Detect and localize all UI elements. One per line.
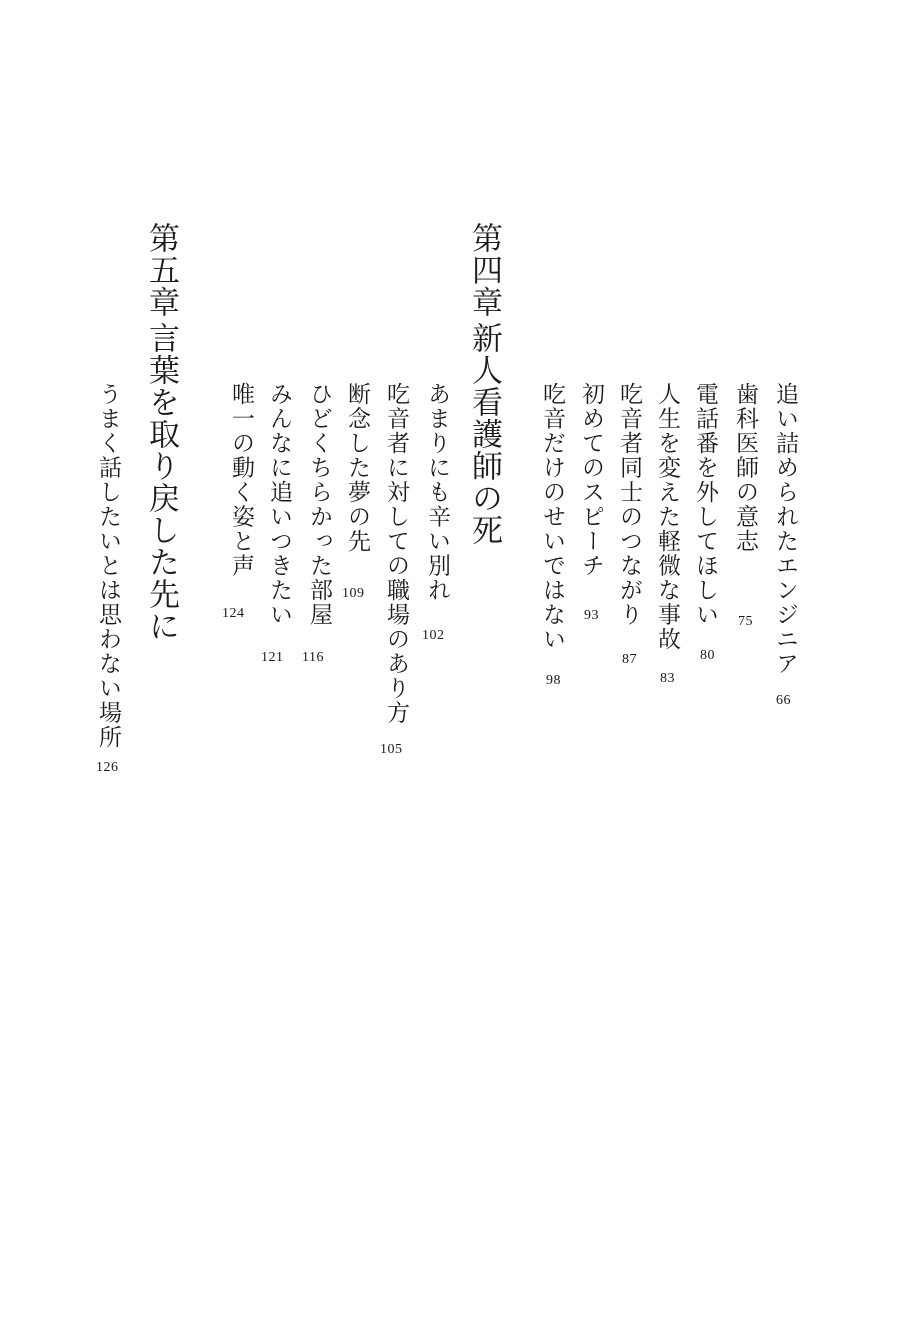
- toc-entry-title: ひどくちらかった部屋: [306, 382, 332, 627]
- toc-entry-page: 87: [622, 652, 637, 667]
- toc-entry-title: 吃音者に対しての職場のあり方: [383, 382, 409, 725]
- toc-entry-page: 121: [261, 650, 284, 665]
- chapter-5-number: 第五章: [143, 222, 179, 318]
- chapter-4-number: 第四章: [466, 222, 502, 318]
- chapter-5-title: 言葉を取り戻した先に: [143, 322, 179, 642]
- toc-entry-title: 断念した夢の先: [344, 382, 370, 554]
- chapter-4-title: 新人看護師の死: [466, 322, 502, 546]
- toc-entry-title: 人生を変えた軽微な事故: [654, 382, 680, 652]
- toc-entry-page: 124: [222, 606, 245, 621]
- toc-entry-title: 追い詰められたエンジニア: [772, 382, 798, 676]
- toc-entry-page: 93: [584, 608, 599, 623]
- toc-entry-page: 75: [738, 614, 753, 629]
- toc-entry-title: 吃音だけのせいではない: [539, 382, 565, 652]
- toc-entry-title: 歯科医師の意志: [732, 382, 758, 554]
- toc-entry-page: 98: [546, 673, 561, 688]
- toc-entry-page: 109: [342, 586, 365, 601]
- toc-entry-page: 102: [422, 628, 445, 643]
- toc-entry-title: みんなに追いつきたい: [266, 382, 292, 627]
- toc-entry-title: 唯一の動く姿と声: [228, 382, 254, 578]
- toc-entry-title: あまりにも辛い別れ: [424, 382, 450, 603]
- toc-entry-title: 初めてのスピーチ: [578, 382, 604, 578]
- toc-entry-page: 126: [96, 760, 119, 775]
- toc-entry-page: 66: [776, 693, 791, 708]
- toc-entry-title: 電話番を外してほしい: [692, 382, 718, 627]
- toc-entry-page: 116: [302, 650, 324, 665]
- toc-entry-title: うまく話したいとは思わない場所: [95, 382, 121, 750]
- toc-entry-page: 83: [660, 671, 675, 686]
- toc-entry-page: 80: [700, 648, 715, 663]
- toc-entry-title: 吃音者同士のつながり: [616, 382, 642, 627]
- toc-entry-page: 105: [380, 742, 403, 757]
